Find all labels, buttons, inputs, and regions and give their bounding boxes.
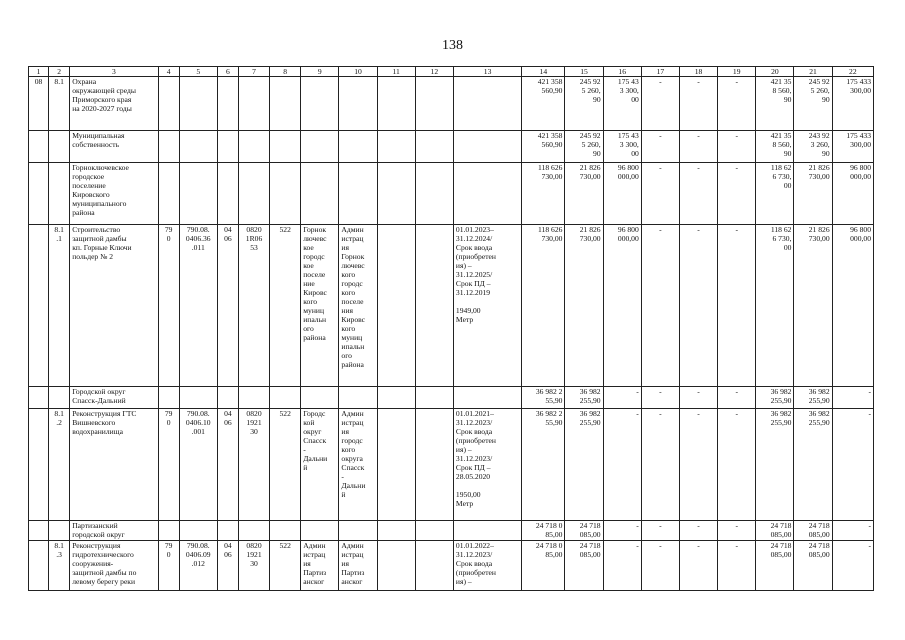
table-cell <box>415 541 453 591</box>
table-cell <box>453 77 521 131</box>
table-cell <box>377 521 415 541</box>
table-cell <box>377 225 415 387</box>
header-row <box>29 67 874 77</box>
table-cell <box>179 163 217 225</box>
table-row <box>29 521 874 541</box>
table-cell: 24 718 085,00 <box>565 541 603 591</box>
table-cell <box>179 387 217 409</box>
table-cell <box>238 521 269 541</box>
table-cell <box>179 131 217 163</box>
table-cell: 21 826 730,00 <box>794 163 832 225</box>
table-cell: 245 92 5 260, 90 <box>565 77 603 131</box>
table-cell: 175 43 3 300, 00 <box>603 131 641 163</box>
table-cell <box>29 131 49 163</box>
table-cell: Админ истрац ия городс кого округа Спасск - Дальни й <box>339 409 377 521</box>
table-cell: Партизанский городской округ <box>70 521 158 541</box>
budget-table <box>28 66 874 591</box>
table-cell <box>415 225 453 387</box>
table-cell <box>377 163 415 225</box>
table-cell <box>49 163 70 225</box>
table-cell: - <box>679 409 717 521</box>
table-cell <box>301 521 339 541</box>
table-cell: 21 826 730,00 <box>565 225 603 387</box>
table-cell <box>217 387 238 409</box>
header-cell: 14 <box>522 67 565 77</box>
table-cell: 04 06 <box>217 409 238 521</box>
table-cell <box>179 521 217 541</box>
table-row <box>29 77 874 131</box>
header-cell: 2 <box>49 67 70 77</box>
table-cell: 245 92 5 260, 90 <box>565 131 603 163</box>
table-cell <box>339 521 377 541</box>
table-cell: 790.08. 0406.09 .012 <box>179 541 217 591</box>
table-cell: 243 92 3 260, 90 <box>794 131 832 163</box>
header-cell: 17 <box>641 67 679 77</box>
table-cell <box>453 131 521 163</box>
header-cell: 21 <box>794 67 832 77</box>
table-cell: 21 826 730,00 <box>565 163 603 225</box>
table-cell: Админ истрац ия Партиз анског <box>339 541 377 591</box>
table-cell: - <box>603 521 641 541</box>
table-cell <box>158 131 179 163</box>
table-cell: 96 800 000,00 <box>603 163 641 225</box>
table-cell: 118 626 730,00 <box>522 163 565 225</box>
table-cell: - <box>603 541 641 591</box>
header-cell: 7 <box>238 67 269 77</box>
table-cell: 24 718 085,00 <box>794 541 832 591</box>
table-cell <box>377 77 415 131</box>
table-cell: - <box>641 163 679 225</box>
table-cell <box>29 521 49 541</box>
header-cell: 15 <box>565 67 603 77</box>
table-cell: - <box>679 387 717 409</box>
header-cell: 4 <box>158 67 179 77</box>
table-cell: 96 800 000,00 <box>603 225 641 387</box>
table-cell: 245 92 5 260, 90 <box>794 77 832 131</box>
table-cell <box>415 409 453 521</box>
table-cell <box>158 521 179 541</box>
table-cell: 8.1 .3 <box>49 541 70 591</box>
table-cell <box>217 163 238 225</box>
table-cell: 421 358 560,90 <box>522 131 565 163</box>
table-cell: 8.1 <box>49 77 70 131</box>
table-row <box>29 163 874 225</box>
table-cell: - <box>641 541 679 591</box>
table-cell: 118 62 6 730, 00 <box>756 163 794 225</box>
header-cell: 18 <box>679 67 717 77</box>
table-cell: - <box>603 409 641 521</box>
table-cell <box>217 77 238 131</box>
header-cell: 19 <box>718 67 756 77</box>
table-cell: 21 826 730,00 <box>794 225 832 387</box>
table-cell <box>377 541 415 591</box>
table-cell: 36 982 2 55,90 <box>522 387 565 409</box>
header-cell: 5 <box>179 67 217 77</box>
table-row <box>29 387 874 409</box>
table-cell: 24 718 0 85,00 <box>522 541 565 591</box>
table-cell <box>29 541 49 591</box>
table-cell: - <box>718 163 756 225</box>
table-cell: 36 982 255,90 <box>794 387 832 409</box>
table-cell: 04 06 <box>217 541 238 591</box>
table-cell <box>415 521 453 541</box>
table-cell <box>301 131 339 163</box>
table-cell: 421 35 8 560, 90 <box>756 77 794 131</box>
table-cell: 79 0 <box>158 225 179 387</box>
table-cell <box>415 387 453 409</box>
table-cell: Реконструкция ГТС Вишневского водохранилища <box>70 409 158 521</box>
table-cell: 790.08. 0406.10 .001 <box>179 409 217 521</box>
table-cell: 96 800 000,00 <box>832 163 873 225</box>
table-cell: 8.1 .1 <box>49 225 70 387</box>
header-cell: 12 <box>415 67 453 77</box>
table-cell: 08 <box>29 77 49 131</box>
table-cell <box>270 77 301 131</box>
table-cell: 24 718 085,00 <box>565 521 603 541</box>
table-cell: 175 43 3 300, 00 <box>603 77 641 131</box>
table-cell <box>179 77 217 131</box>
table-cell: 175 433 300,00 <box>832 131 873 163</box>
table-cell: Муниципальная собственность <box>70 131 158 163</box>
table-cell: - <box>679 131 717 163</box>
table-cell: 118 62 6 730, 00 <box>756 225 794 387</box>
table-cell <box>49 521 70 541</box>
table-cell: - <box>718 387 756 409</box>
header-cell: 11 <box>377 67 415 77</box>
table-cell <box>301 387 339 409</box>
table-cell <box>377 387 415 409</box>
table-cell <box>270 163 301 225</box>
table-cell <box>29 409 49 521</box>
table-cell <box>270 387 301 409</box>
table-cell: 0820 1R06 53 <box>238 225 269 387</box>
table-cell: 01.01.2023– 31.12.2024/ Срок ввода (приобретен ия) – 31.12.2025/ Срок ПД – 31.12.2019 1949,00 Метр <box>453 225 521 387</box>
table-cell: - <box>679 77 717 131</box>
table-cell: - <box>641 77 679 131</box>
table-cell: Админ истрац ия Горнок лючевс кого городс кого поселе ния Кировс кого муниц ипальн ого района <box>339 225 377 387</box>
table-cell: - <box>679 163 717 225</box>
table-cell: - <box>832 387 873 409</box>
table-cell: - <box>641 409 679 521</box>
table-cell: 118 626 730,00 <box>522 225 565 387</box>
table-cell: 522 <box>270 409 301 521</box>
table-cell: 24 718 085,00 <box>794 521 832 541</box>
table-row <box>29 409 874 521</box>
table-cell <box>377 409 415 521</box>
table-cell: 36 982 255,90 <box>565 387 603 409</box>
table-cell: 79 0 <box>158 409 179 521</box>
table-cell <box>270 521 301 541</box>
header-cell: 6 <box>217 67 238 77</box>
table-cell: 421 35 8 560, 90 <box>756 131 794 163</box>
table-cell <box>453 521 521 541</box>
table-cell <box>238 387 269 409</box>
table-cell: 36 982 255,90 <box>756 387 794 409</box>
table-cell: Городс кой округ Спасск - Дальни й <box>301 409 339 521</box>
table-cell: - <box>832 541 873 591</box>
table-cell: 24 718 0 85,00 <box>522 521 565 541</box>
table-row <box>29 131 874 163</box>
table-cell <box>415 163 453 225</box>
table-cell: 790.08. 0406.36 .011 <box>179 225 217 387</box>
table-cell: - <box>679 225 717 387</box>
table-cell: - <box>641 225 679 387</box>
table-cell: - <box>718 409 756 521</box>
table-cell <box>339 163 377 225</box>
table-cell <box>301 163 339 225</box>
header-cell: 10 <box>339 67 377 77</box>
table-cell <box>158 163 179 225</box>
table-cell: Горноключевское городское поселение Кировского муниципального района <box>70 163 158 225</box>
header-cell: 1 <box>29 67 49 77</box>
table-cell: - <box>641 131 679 163</box>
table-cell <box>238 77 269 131</box>
table-cell <box>158 387 179 409</box>
table-cell <box>377 131 415 163</box>
table-cell: - <box>832 409 873 521</box>
table-cell: 24 718 085,00 <box>756 521 794 541</box>
table-cell: 8.1 .2 <box>49 409 70 521</box>
table-cell <box>49 387 70 409</box>
table-cell: - <box>832 521 873 541</box>
table-cell: - <box>679 521 717 541</box>
table-cell <box>238 163 269 225</box>
table-cell: - <box>718 77 756 131</box>
table-cell: Городской округ Спасск-Дальний <box>70 387 158 409</box>
table-cell: - <box>641 387 679 409</box>
table-cell: Охрана окружающей среды Приморского края на 2020-2027 годы <box>70 77 158 131</box>
table-cell: 522 <box>270 541 301 591</box>
table-cell <box>339 131 377 163</box>
table-cell <box>217 131 238 163</box>
table-cell: 175 433 300,00 <box>832 77 873 131</box>
header-cell: 3 <box>70 67 158 77</box>
header-cell: 16 <box>603 67 641 77</box>
table-cell <box>238 131 269 163</box>
table-cell: Горнок лючевс кое городс кое поселе ние Кировс кого муниц ипальн ого района <box>301 225 339 387</box>
table-row <box>29 225 874 387</box>
table-cell: - <box>679 541 717 591</box>
table-cell: 01.01.2022– 31.12.2023/ Срок ввода (приобретен ия) – <box>453 541 521 591</box>
table-cell: 36 982 2 55,90 <box>522 409 565 521</box>
table-cell <box>453 387 521 409</box>
table-cell <box>29 225 49 387</box>
table-cell: 36 982 255,90 <box>756 409 794 521</box>
header-cell: 8 <box>270 67 301 77</box>
table-cell: Реконструкция гидротехнического сооружения- защитной дамбы по левому берегу реки <box>70 541 158 591</box>
table-cell <box>301 77 339 131</box>
table-cell: Строительство защитной дамбы кп. Горные Ключи польдер № 2 <box>70 225 158 387</box>
table-cell: - <box>718 225 756 387</box>
table-cell: - <box>718 521 756 541</box>
table-cell <box>453 163 521 225</box>
table-cell: 0820 1921 30 <box>238 409 269 521</box>
table-cell: - <box>718 541 756 591</box>
table-cell: - <box>603 387 641 409</box>
table-cell: 36 982 255,90 <box>794 409 832 521</box>
table-cell <box>339 77 377 131</box>
table-cell: - <box>718 131 756 163</box>
table-cell <box>29 387 49 409</box>
table-cell <box>415 131 453 163</box>
table-cell: 79 0 <box>158 541 179 591</box>
table-cell: Админ истрац ия Партиз анског <box>301 541 339 591</box>
table-cell <box>49 131 70 163</box>
table-cell: 24 718 085,00 <box>756 541 794 591</box>
table-cell: 36 982 255,90 <box>565 409 603 521</box>
table-cell <box>270 131 301 163</box>
table-cell: 421 358 560,90 <box>522 77 565 131</box>
table-cell <box>339 387 377 409</box>
table-cell: 0820 1921 30 <box>238 541 269 591</box>
header-cell: 20 <box>756 67 794 77</box>
table-cell: 01.01.2021– 31.12.2023/ Срок ввода (приобретен ия) – 31.12.2023/ Срок ПД – 28.05.2020 1950,00 Метр <box>453 409 521 521</box>
header-cell: 13 <box>453 67 521 77</box>
header-cell: 9 <box>301 67 339 77</box>
table-cell: 04 06 <box>217 225 238 387</box>
table-cell <box>29 163 49 225</box>
table-cell <box>217 521 238 541</box>
header-cell: 22 <box>832 67 873 77</box>
table-cell <box>415 77 453 131</box>
table-cell <box>158 77 179 131</box>
table-cell: - <box>641 521 679 541</box>
table-cell: 522 <box>270 225 301 387</box>
table-cell: 96 800 000,00 <box>832 225 873 387</box>
page-number: 138 <box>442 38 463 53</box>
table-row <box>29 541 874 591</box>
